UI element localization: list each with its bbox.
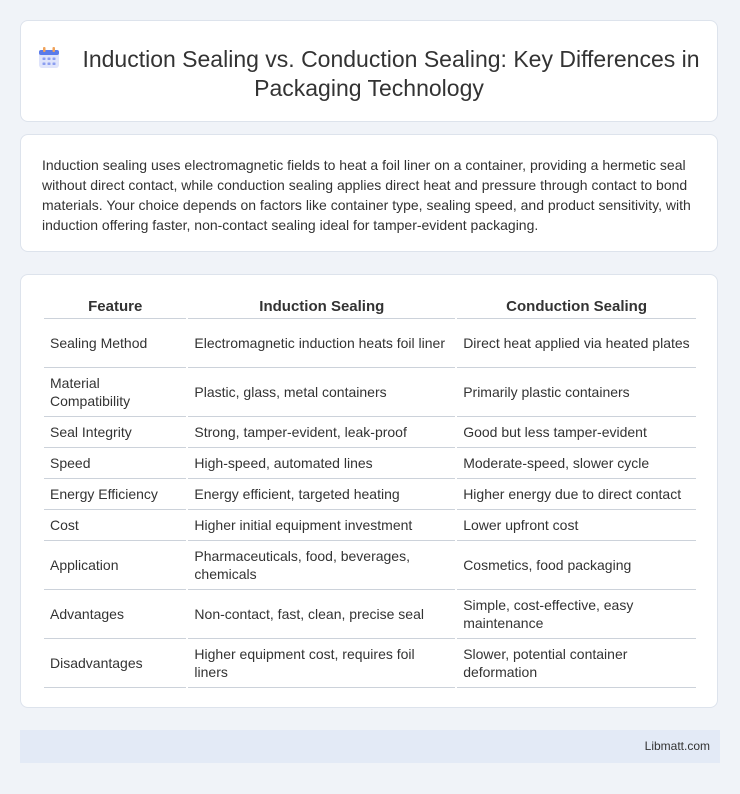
calendar-icon <box>38 47 60 69</box>
feature-cell: Application <box>44 541 186 590</box>
comparison-table <box>42 295 698 688</box>
table-row <box>44 590 696 639</box>
title-card <box>20 20 718 122</box>
conduction-cell: Direct heat applied via heated plates <box>457 319 696 368</box>
feature-cell: Advantages <box>44 590 186 639</box>
induction-cell: High-speed, automated lines <box>188 448 455 479</box>
conduction-cell: Moderate-speed, slower cycle <box>457 448 696 479</box>
header-conduction: Conduction Sealing <box>457 295 696 319</box>
page-title: Induction Sealing vs. Conduction Sealing: Key Differences in Packaging Technology <box>82 46 700 101</box>
table-row <box>44 479 696 510</box>
conduction-cell: Simple, cost-effective, easy maintenance <box>457 590 696 639</box>
conduction-cell: Cosmetics, food packaging <box>457 541 696 590</box>
induction-cell: Pharmaceuticals, food, beverages, chemicals <box>188 541 455 590</box>
table-row <box>44 639 696 688</box>
table-row <box>44 448 696 479</box>
feature-cell: Seal Integrity <box>44 417 186 448</box>
summary-paragraph: Induction sealing uses electromagnetic fields to heat a foil liner on a container, providing a hermetic seal without direct contact, while conduction sealing applies direct heat and pressure through contact to bond materials. Your choice depends on factors like container type, sealing speed, and product sensitivity, with induction offering faster, non-contact sealing ideal for tamper-evident packaging. <box>42 157 691 233</box>
feature-cell: Cost <box>44 510 186 541</box>
conduction-cell: Primarily plastic containers <box>457 368 696 417</box>
page-title-block <box>21 45 717 103</box>
conduction-cell: Lower upfront cost <box>457 510 696 541</box>
feature-cell: Disadvantages <box>44 639 186 688</box>
induction-cell: Electromagnetic induction heats foil liner <box>188 319 455 368</box>
conduction-cell: Higher energy due to direct contact <box>457 479 696 510</box>
table-row <box>44 417 696 448</box>
induction-cell: Non-contact, fast, clean, precise seal <box>188 590 455 639</box>
comparison-table-card <box>20 274 718 708</box>
summary-card <box>20 134 718 252</box>
table-header-row <box>44 295 696 319</box>
feature-cell: Material Compatibility <box>44 368 186 417</box>
table-row <box>44 368 696 417</box>
induction-cell: Strong, tamper-evident, leak-proof <box>188 417 455 448</box>
feature-cell: Energy Efficiency <box>44 479 186 510</box>
footer <box>20 730 720 763</box>
header-induction: Induction Sealing <box>188 295 455 319</box>
induction-cell: Higher equipment cost, requires foil liners <box>188 639 455 688</box>
header-feature: Feature <box>44 295 186 319</box>
conduction-cell: Slower, potential container deformation <box>457 639 696 688</box>
induction-cell: Higher initial equipment investment <box>188 510 455 541</box>
feature-cell: Sealing Method <box>44 319 186 368</box>
feature-cell: Speed <box>44 448 186 479</box>
induction-cell: Energy efficient, targeted heating <box>188 479 455 510</box>
induction-cell: Plastic, glass, metal containers <box>188 368 455 417</box>
table-row <box>44 541 696 590</box>
table-row <box>44 319 696 368</box>
table-row <box>44 510 696 541</box>
footer-brand[interactable]: Libmatt.com <box>644 739 710 753</box>
conduction-cell: Good but less tamper-evident <box>457 417 696 448</box>
